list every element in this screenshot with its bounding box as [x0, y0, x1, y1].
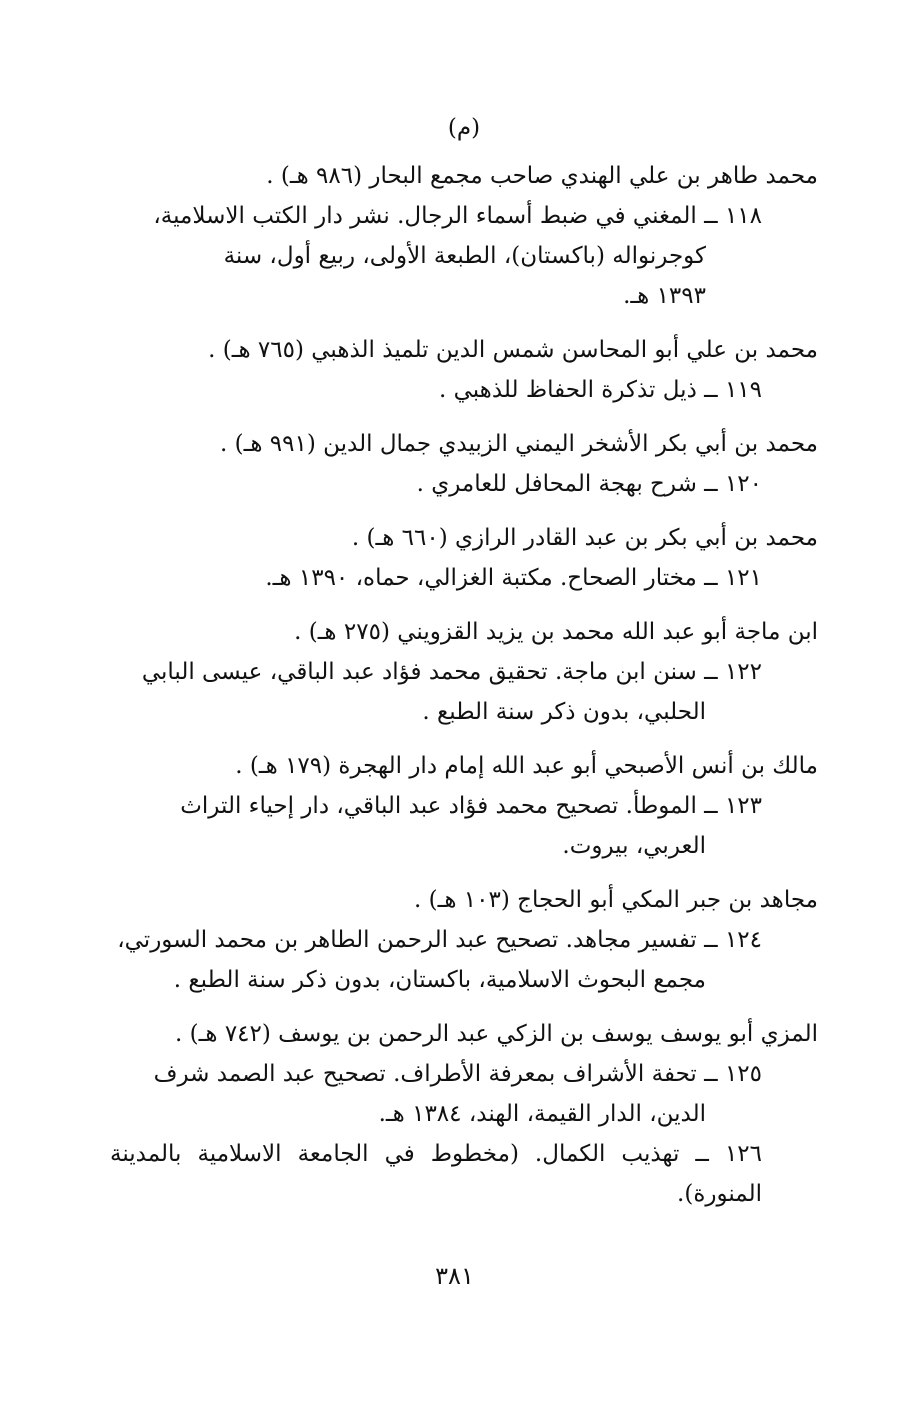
work-line: ١٢٥ ــ تحفة الأشراف بمعرفة الأطراف. تصحيح عبد الصمد شرف [153, 1061, 762, 1087]
bibliography-entry [110, 424, 818, 504]
author-line: محمد بن علي أبو المحاسن شمس الدين تلميذ الذهبي (٧٦٥ هـ) . [208, 337, 818, 363]
bibliography-entry [110, 330, 818, 410]
work-line: ١٢١ ــ مختار الصحاح. مكتبة الغزالي، حماه، ١٣٩٠ هـ. [265, 565, 762, 591]
bibliography-entry [110, 1014, 818, 1214]
author-line: ابن ماجة أبو عبد الله محمد بن يزيد القزويني (٢٧٥ هـ) . [294, 619, 818, 645]
bibliography-entry [110, 746, 818, 866]
work-line: ١٢٤ ــ تفسير مجاهد. تصحيح عبد الرحمن الطاهر بن محمد السورتي، [117, 927, 762, 953]
page-body [110, 108, 818, 1228]
bibliography-entry [110, 518, 818, 598]
work-line: ١١٨ ــ المغني في ضبط أسماء الرجال. نشر دار الكتب الاسلامية، [153, 203, 762, 229]
bibliography-entry [110, 156, 818, 316]
work-line: كوجرنواله (باكستان)، الطبعة الأولى، ربيع أول، سنة [223, 243, 706, 269]
section-letter: (م) [447, 115, 481, 141]
author-line: محمد بن أبي بكر الأشخر اليمني الزبيدي جمال الدين (٩٩١ هـ) . [220, 431, 818, 457]
work-line: الدين، الدار القيمة، الهند، ١٣٨٤ هـ. [378, 1101, 706, 1127]
author-line: مجاهد بن جبر المكي أبو الحجاج (١٠٣ هـ) . [413, 887, 818, 913]
work-line: ١٣٩٣ هـ. [623, 283, 706, 309]
author-line: المزي أبو يوسف يوسف بن الزكي عبد الرحمن بن يوسف (٧٤٢ هـ) . [175, 1021, 818, 1047]
work-line: ١٢٦ ــ تهذيب الكمال. (مخطوط في الجامعة الاسلامية بالمدينة المنورة). [110, 1141, 762, 1207]
page-number: ٣٨١ [435, 1262, 474, 1290]
author-line: محمد طاهر بن علي الهندي صاحب مجمع البحار (٩٨٦ هـ) . [266, 163, 818, 189]
bibliography-entry [110, 612, 818, 732]
work-line: ١٢٠ ــ شرح بهجة المحافل للعامري . [416, 471, 762, 497]
author-line: مالك بن أنس الأصبحي أبو عبد الله إمام دار الهجرة (١٧٩ هـ) . [235, 753, 818, 779]
work-line: ١٢٣ ــ الموطأ. تصحيح محمد فؤاد عبد الباقي، دار إحياء التراث [180, 793, 762, 819]
author-line: محمد بن أبي بكر بن عبد القادر الرازي (٦٦٠ هـ) . [351, 525, 818, 551]
work-line: مجمع البحوث الاسلامية، باكستان، بدون ذكر سنة الطبع . [173, 967, 706, 993]
bibliography-entry [110, 880, 818, 1000]
work-line: ١٢٢ ــ سنن ابن ماجة. تحقيق محمد فؤاد عبد الباقي، عيسى البابي [141, 659, 762, 685]
work-line: الحلبي، بدون ذكر سنة الطبع . [422, 699, 706, 725]
work-line: ١١٩ ــ ذيل تذكرة الحفاظ للذهبي . [438, 377, 762, 403]
work-line: العربي، بيروت. [562, 833, 706, 859]
